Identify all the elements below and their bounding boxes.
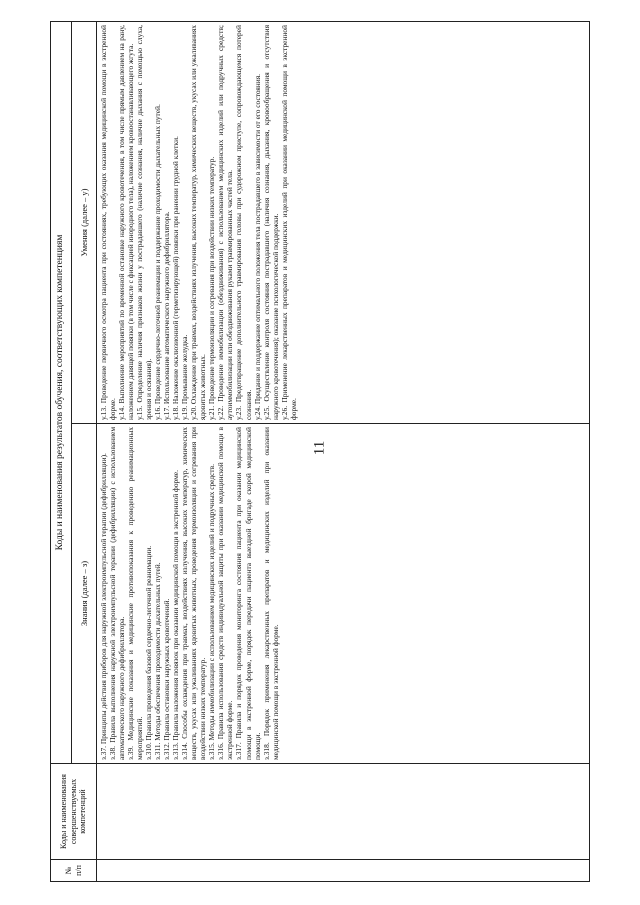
knowledge-item: з.316. Правила использования средств индивидуальной защиты при оказании медицинской помощи в экстренной форме. xyxy=(216,427,235,760)
table-subheader-row xyxy=(72,22,97,882)
skill-item: у.20. Охлаждение при травмах, воздействиях излучения, высоких температур, химических веществ, укусах или ужаливаниях ядовитых животных. xyxy=(189,25,208,420)
skill-item: у.13. Проведение первичного осмотра пациента при состояниях, требующих оказания медицинской помощи в экстренной форме. xyxy=(99,25,118,420)
knowledge-item: з.38. Правила выполнения наружной электроимпульсной терапии (дефибрилляции) с использованием автоматического наружного дефибриллятора. xyxy=(108,427,127,760)
skill-item: у.16. Проведение сердечно-легочной реанимации и поддержание проходимости дыхательных путей. xyxy=(153,104,163,420)
knowledge-item: з.318. Порядок применения лекарственных препаратов и медицинских изделий при оказании медицинской помощи в экстренной форме. xyxy=(261,427,280,760)
knowledge-cell xyxy=(97,424,590,764)
skills-cell xyxy=(97,22,590,424)
knowledge-item: з.315. Методы иммобилизации с использованием медицинских изделий и подручных средств. xyxy=(207,464,217,760)
knowledge-item: з.317. Правила и порядок проведения мониторинга состояния пациента при оказании медицинской помощи в экстренной форме, порядок передачи пациента выездной бригаде скорой медицинской помощи. xyxy=(234,427,262,760)
skill-item: у.15. Определение наличия признаков жизни у пострадавшего (наличие сознания, наличие дыхания с помощью слуха, зрения и осязания). xyxy=(135,25,154,420)
knowledge-item: з.313. Правила наложения повязок при оказании медицинской помощи в экстренной форме. xyxy=(171,470,181,760)
skill-item: у.18. Наложение окклюзионной (герметизирующей) повязки при ранении грудной клетки. xyxy=(171,136,181,420)
competencies-table xyxy=(50,21,590,882)
knowledge-item: з.310. Правила проведения базовой сердечно-легочной реанимации. xyxy=(144,545,154,760)
skill-item: у.19. Промывание желудка. xyxy=(180,334,190,420)
skill-item: у.14. Выполнение мероприятий по временной остановке наружного кровотечения, в том числе прямым давлением на рану, наложением давящей повязки (в том числе с фиксацией инородного тела), наложением кровоостанавливающего жгута. xyxy=(117,25,136,420)
skill-item: у.22. Проведение иммобилизации (обездвиживания) с использованием медицинских изделий или подручных средств; аутоиммобилизации или обездвиживания руками травмированных частей тела. xyxy=(216,25,235,420)
skill-item: у.17. Использование автоматического наружного дефибриллятора. xyxy=(162,211,172,420)
knowledge-item: з.311. Методы обеспечения проходимости дыхательных путей. xyxy=(153,562,163,760)
knowledge-item: з.37. Принципы действия приборов для наружной электроимпульсной терапии (дефибрилляции). xyxy=(99,453,108,760)
cell-competency xyxy=(97,764,590,860)
header-skills: Умения (далее – у) xyxy=(72,22,97,424)
skill-item: у.25. Осуществление контроля состояния пострадавшего (наличия сознания, дыхания, кровообращения и отсутствия наружного кровотечения); оказание психологической поддержки. xyxy=(261,25,280,420)
knowledge-item: з.314. Способы охлаждения при травмах, воздействиях излучения, высоких температур, химических веществ, укусах или ужаливаниях ядовитых животных, проведения термоизоляции и согревания при воздействии низких температур. xyxy=(180,427,208,760)
header-number: № п/п xyxy=(51,860,97,882)
table-row xyxy=(97,22,590,882)
header-knowledge: Знания (далее – з) xyxy=(72,424,97,764)
skill-item: у.24. Придание и поддержание оптимального положения тела пострадавшего в зависимости от его состояния. xyxy=(252,74,262,420)
rotated-table-wrapper xyxy=(50,22,590,882)
cell-number xyxy=(97,860,590,882)
table-header-row xyxy=(51,22,72,882)
skill-item: у.23. Предотвращение дополнительного травмирования головы при судорожном приступе, сопровождающемся потерей сознания. xyxy=(234,25,253,420)
page-number: 11 xyxy=(311,440,328,456)
header-learning-results: Коды и наименования результатов обучения, соответствующих компетенциям xyxy=(51,22,72,764)
skill-item: у.26. Применение лекарственных препаратов и медицинских изделий при оказании медицинской помощи в экстренной форме. xyxy=(279,25,298,420)
skill-item: у.21. Проведение термоизоляции и согревания при воздействии низких температур. xyxy=(207,156,217,420)
knowledge-item: з.312. Правила остановки наружных кровотечений. xyxy=(162,598,172,760)
knowledge-item: з.39. Медицинские показания и медицинские противопоказания к проведению реанимационных мероприятий. xyxy=(126,427,145,760)
header-competency-code: Коды и наименования совершенствуемых компетенций xyxy=(51,764,97,860)
